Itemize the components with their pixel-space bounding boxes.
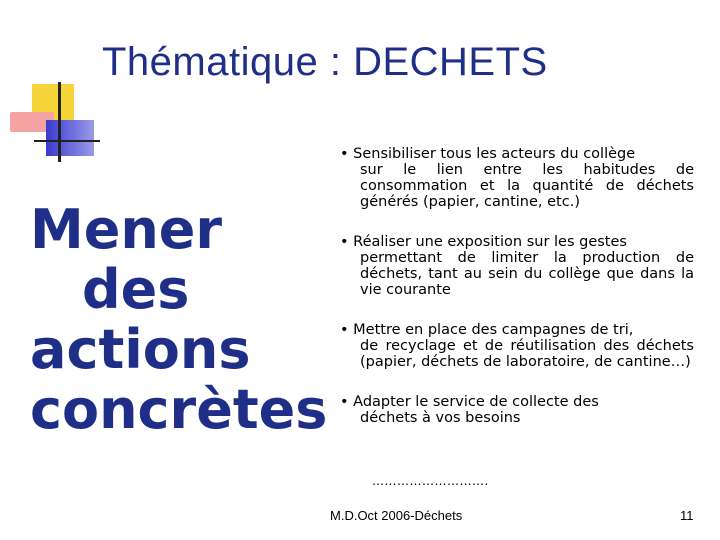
bullet-first-line: • Sensibiliser tous les acteurs du collège [340,146,636,162]
bullet-first-line: • Réaliser une exposition sur les gestes [340,234,627,250]
bullet-item [340,146,694,210]
decor-horizontal-line [34,140,100,142]
bullet-first-line: • Mettre en place des campagnes de tri, [340,322,634,338]
bullet-rest: sur le lien entre les habitudes de consommation et la quantité de déchets générés (papier, cantine, etc.) [360,162,694,210]
big-heading [30,200,330,440]
big-heading-line: Mener [30,198,223,261]
slide-title: Thématique : DECHETS [102,40,548,84]
decor-vertical-line [58,82,61,162]
bullet-item [340,394,694,426]
footer-text: M.D.Oct 2006-Déchets [330,508,463,523]
big-heading-line: des [82,258,190,321]
big-heading-line: actions [30,318,251,381]
bullet-rest: permettant de limiter la production de déchets, tant au sein du collège que dans la vie courante [360,250,694,298]
bullet-item [340,234,694,298]
bullet-rest: déchets à vos besoins [360,410,521,426]
bullet-list [340,146,694,450]
dotted-line: ………………………. [372,474,489,488]
decor-blue-square [46,120,94,156]
page-number: 11 [680,508,694,523]
bullet-first-line: • Adapter le service de collecte des [340,394,599,410]
big-heading-line: concrètes [30,378,328,441]
bullet-item [340,322,694,370]
bullet-rest: de recyclage et de réutilisation des déchets (papier, déchets de laboratoire, de cantine…) [360,338,694,370]
